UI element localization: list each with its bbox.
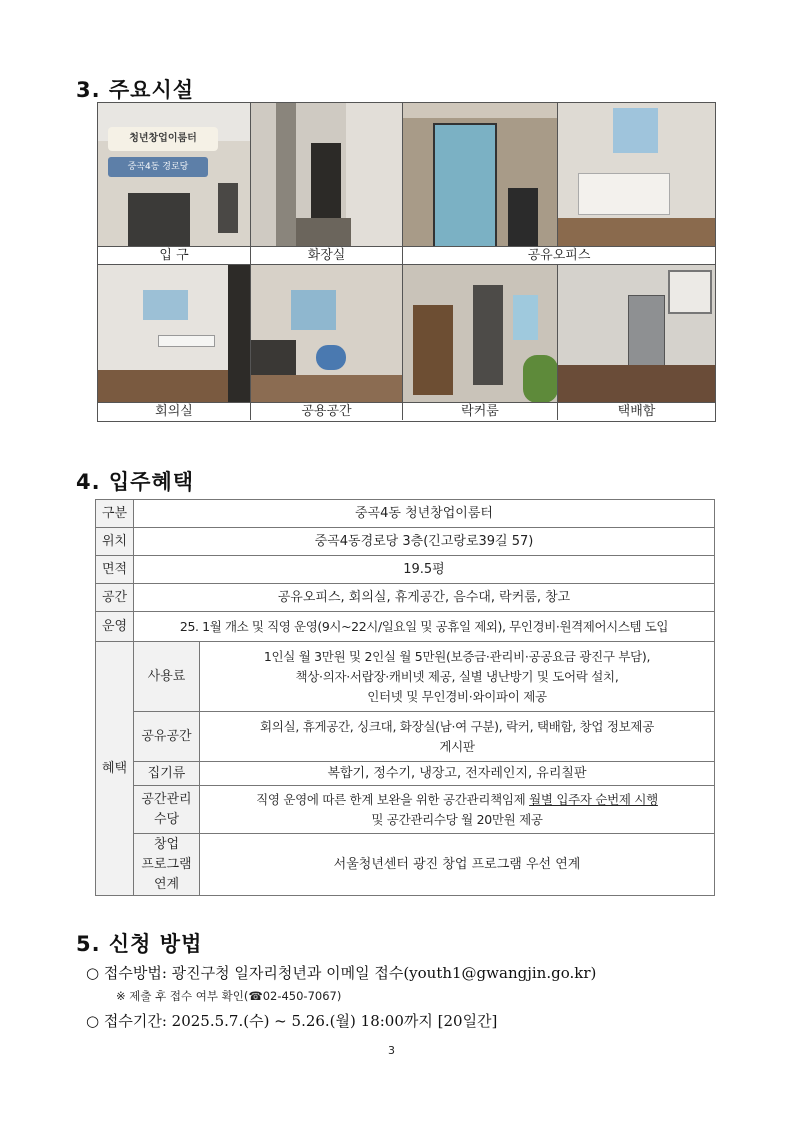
apply-method: 접수방법: 광진구청 일자리청년과 이메일 접수(youth1@gwangjin.go.kr) [103, 964, 597, 982]
benefit-text: 직영 운영에 따른 한계 보완을 위한 공간관리책임제 [256, 791, 530, 807]
row-label: 운영 [96, 612, 134, 642]
photo-caption: 락커룸 [403, 402, 558, 420]
table-row [96, 612, 715, 642]
shared-office-photo [403, 103, 558, 246]
benefit-line: 게시판 [439, 738, 475, 754]
benefit-line: 1인실 월 3만원 및 2인실 월 5만원(보증금·관리비·공공요금 광진구 부담), [263, 648, 651, 664]
section-facilities-title: 3. 주요시설 [76, 78, 195, 102]
row-label: 공간 [96, 584, 134, 612]
table-row [96, 834, 715, 896]
apply-note: ※ 제출 후 접수 여부 확인(☎02-450-7067) [116, 989, 342, 1003]
signage-board: 중곡4동 경로당 [108, 157, 208, 177]
benefit-label: 혜택 [96, 642, 134, 896]
benefit-line: 회의실, 휴게공간, 싱크대, 화장실(남·여 구분), 락커, 택배함, 창업 정보제공 [260, 718, 654, 734]
benefit-sublabel: 집기류 [134, 762, 200, 786]
entrance-photo [98, 103, 251, 246]
apply-period: 접수기간: 2025.5.7.(수) ~ 5.26.(월) 18:00까지 [20일간] [103, 1012, 498, 1030]
photo-caption: 택배함 [558, 402, 715, 420]
page-number: 3 [388, 1044, 395, 1057]
table-row [96, 556, 715, 584]
parcel-locker-photo [558, 264, 715, 402]
benefit-line [203, 790, 711, 810]
meeting-room-photo [98, 264, 251, 402]
photo-caption: 화장실 [251, 246, 403, 264]
table-row [96, 762, 715, 786]
photo-caption: 공유오피스 [403, 246, 715, 264]
benefit-value [200, 642, 715, 712]
signage-board: 청년창업이룸터 [108, 127, 218, 151]
restroom-photo [251, 103, 403, 246]
locker-room-photo [403, 264, 558, 402]
benefit-sublabel-line: 수당 [153, 811, 180, 827]
benefit-sublabel-line: 연계 [153, 876, 180, 892]
row-value: 공유오피스, 회의실, 휴게공간, 음수대, 락커룸, 창고 [134, 584, 715, 612]
bullet-icon: ○ [86, 964, 100, 982]
table-row [96, 584, 715, 612]
benefit-sublabel: 사용료 [134, 642, 200, 712]
photo-caption: 입 구 [98, 246, 251, 264]
row-label: 위치 [96, 528, 134, 556]
shared-office-photo-2 [558, 103, 715, 246]
benefit-sublabel [134, 834, 200, 896]
benefit-sublabel: 공유공간 [134, 712, 200, 762]
section-apply-title: 5. 신청 방법 [76, 932, 203, 956]
benefit-sublabel-line: 공간관리 [141, 791, 192, 807]
table-row [96, 786, 715, 834]
benefit-sublabel-line: 창업 [153, 836, 180, 852]
section-benefits-title: 4. 입주혜택 [76, 470, 195, 494]
bullet-icon: ○ [86, 1012, 100, 1030]
benefit-line: 인터넷 및 무인경비·와이파이 제공 [367, 688, 547, 704]
benefits-table [95, 499, 715, 896]
table-row [96, 712, 715, 762]
apply-period-line [86, 1010, 497, 1031]
facility-photo-grid [97, 102, 716, 422]
row-label: 면적 [96, 556, 134, 584]
benefit-underlined-text: 월별 입주자 순번제 시행 [529, 791, 658, 807]
benefit-value [200, 786, 715, 834]
table-row [96, 642, 715, 712]
table-row [96, 500, 715, 528]
benefit-value: 서울청년센터 광진 창업 프로그램 우선 연계 [200, 834, 715, 896]
row-value: 25. 1월 개소 및 직영 운영(9시~22시/일요일 및 공휴일 제외), 무인경비·원격제어시스템 도입 [134, 612, 715, 642]
photo-caption: 회의실 [98, 402, 251, 420]
common-space-photo [251, 264, 403, 402]
table-row [96, 528, 715, 556]
row-label: 구분 [96, 500, 134, 528]
benefit-value [200, 712, 715, 762]
benefit-line: 책상·의자·서랍장·캐비넷 제공, 실별 냉난방기 및 도어락 설치, [295, 668, 619, 684]
benefit-sublabel [134, 786, 200, 834]
benefit-sublabel-line: 프로그램 [141, 856, 192, 872]
benefit-line: 및 공간관리수당 월 20만원 제공 [371, 811, 543, 827]
row-value: 중곡4동경로당 3층(긴고랑로39길 57) [134, 528, 715, 556]
row-value: 19.5평 [134, 556, 715, 584]
benefit-value: 복합기, 정수기, 냉장고, 전자레인지, 유리칠판 [200, 762, 715, 786]
photo-caption: 공용공간 [251, 402, 403, 420]
apply-method-line [86, 962, 596, 983]
row-value: 중곡4동 청년창업이룸터 [134, 500, 715, 528]
